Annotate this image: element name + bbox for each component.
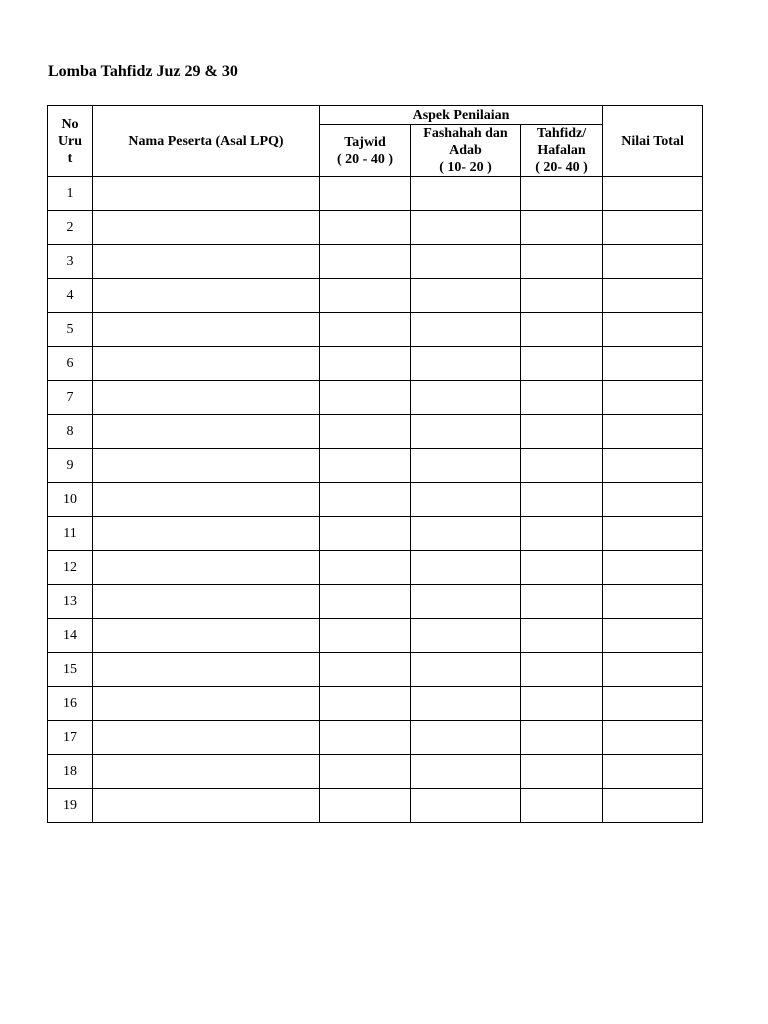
cell-no: 19	[48, 789, 93, 823]
header-tajwid: Tajwid ( 20 - 40 )	[320, 125, 411, 177]
cell-tahfidz[interactable]	[521, 279, 603, 313]
cell-nama-peserta[interactable]	[93, 687, 320, 721]
table-row	[48, 211, 703, 245]
cell-no: 7	[48, 381, 93, 415]
cell-tahfidz[interactable]	[521, 483, 603, 517]
cell-fashahah[interactable]	[411, 517, 521, 551]
header-aspek-penilaian: Aspek Penilaian	[320, 106, 603, 125]
cell-fashahah[interactable]	[411, 245, 521, 279]
cell-no: 2	[48, 211, 93, 245]
cell-nama-peserta[interactable]	[93, 313, 320, 347]
cell-tajwid[interactable]	[320, 721, 411, 755]
cell-fashahah[interactable]	[411, 177, 521, 211]
cell-fashahah[interactable]	[411, 551, 521, 585]
cell-no: 15	[48, 653, 93, 687]
page-title: Lomba Tahfidz Juz 29 & 30	[48, 63, 238, 80]
cell-no: 12	[48, 551, 93, 585]
cell-tahfidz[interactable]	[521, 313, 603, 347]
cell-tahfidz[interactable]	[521, 177, 603, 211]
cell-fashahah[interactable]	[411, 211, 521, 245]
cell-no: 3	[48, 245, 93, 279]
cell-nilai-total[interactable]	[603, 211, 703, 245]
cell-tajwid[interactable]	[320, 313, 411, 347]
cell-nilai-total[interactable]	[603, 551, 703, 585]
cell-fashahah[interactable]	[411, 279, 521, 313]
cell-nama-peserta[interactable]	[93, 483, 320, 517]
table-row	[48, 177, 703, 211]
cell-tajwid[interactable]	[320, 687, 411, 721]
cell-nilai-total[interactable]	[603, 619, 703, 653]
cell-nama-peserta[interactable]	[93, 551, 320, 585]
header-row-top	[48, 106, 703, 125]
cell-tahfidz[interactable]	[521, 347, 603, 381]
cell-no: 5	[48, 313, 93, 347]
cell-tahfidz[interactable]	[521, 381, 603, 415]
cell-tahfidz[interactable]	[521, 517, 603, 551]
cell-tajwid[interactable]	[320, 653, 411, 687]
table-row	[48, 789, 703, 823]
cell-no: 6	[48, 347, 93, 381]
cell-nama-peserta[interactable]	[93, 415, 320, 449]
cell-fashahah[interactable]	[411, 483, 521, 517]
cell-fashahah[interactable]	[411, 789, 521, 823]
header-fashahah: Fashahah dan Adab ( 10- 20 )	[411, 125, 521, 177]
header-nilai-total: Nilai Total	[603, 106, 703, 177]
cell-tajwid[interactable]	[320, 177, 411, 211]
cell-tahfidz[interactable]	[521, 245, 603, 279]
cell-nilai-total[interactable]	[603, 381, 703, 415]
table-row	[48, 313, 703, 347]
cell-fashahah[interactable]	[411, 313, 521, 347]
cell-fashahah[interactable]	[411, 721, 521, 755]
cell-tahfidz[interactable]	[521, 449, 603, 483]
cell-tahfidz[interactable]	[521, 653, 603, 687]
cell-fashahah[interactable]	[411, 347, 521, 381]
cell-nilai-total[interactable]	[603, 755, 703, 789]
cell-tajwid[interactable]	[320, 585, 411, 619]
cell-nama-peserta[interactable]	[93, 721, 320, 755]
cell-tajwid[interactable]	[320, 789, 411, 823]
cell-no: 14	[48, 619, 93, 653]
cell-nama-peserta[interactable]	[93, 211, 320, 245]
cell-tajwid[interactable]	[320, 619, 411, 653]
cell-tahfidz[interactable]	[521, 687, 603, 721]
header-tahfidz: Tahfidz/ Hafalan ( 20- 40 )	[521, 125, 603, 177]
table-row	[48, 551, 703, 585]
cell-tajwid[interactable]	[320, 755, 411, 789]
cell-tahfidz[interactable]	[521, 721, 603, 755]
cell-no: 4	[48, 279, 93, 313]
cell-tajwid[interactable]	[320, 449, 411, 483]
table-row	[48, 687, 703, 721]
cell-nilai-total[interactable]	[603, 347, 703, 381]
cell-no: 11	[48, 517, 93, 551]
cell-tajwid[interactable]	[320, 245, 411, 279]
table-row	[48, 245, 703, 279]
cell-nilai-total[interactable]	[603, 449, 703, 483]
cell-nama-peserta[interactable]	[93, 619, 320, 653]
cell-nilai-total[interactable]	[603, 687, 703, 721]
cell-no: 13	[48, 585, 93, 619]
header-no-urut: No Uru t	[48, 106, 93, 177]
cell-no: 16	[48, 687, 93, 721]
cell-nilai-total[interactable]	[603, 789, 703, 823]
cell-tahfidz[interactable]	[521, 619, 603, 653]
cell-no: 8	[48, 415, 93, 449]
cell-nama-peserta[interactable]	[93, 381, 320, 415]
table-row	[48, 517, 703, 551]
cell-tahfidz[interactable]	[521, 789, 603, 823]
cell-fashahah[interactable]	[411, 619, 521, 653]
cell-nama-peserta[interactable]	[93, 517, 320, 551]
cell-fashahah[interactable]	[411, 415, 521, 449]
cell-fashahah[interactable]	[411, 381, 521, 415]
cell-nilai-total[interactable]	[603, 517, 703, 551]
cell-nama-peserta[interactable]	[93, 789, 320, 823]
cell-tahfidz[interactable]	[521, 755, 603, 789]
cell-tahfidz[interactable]	[521, 415, 603, 449]
cell-tahfidz[interactable]	[521, 551, 603, 585]
table-row	[48, 415, 703, 449]
cell-nilai-total[interactable]	[603, 483, 703, 517]
cell-fashahah[interactable]	[411, 755, 521, 789]
cell-nilai-total[interactable]	[603, 415, 703, 449]
cell-tajwid[interactable]	[320, 381, 411, 415]
cell-tahfidz[interactable]	[521, 211, 603, 245]
cell-tajwid[interactable]	[320, 551, 411, 585]
cell-no: 18	[48, 755, 93, 789]
cell-nama-peserta[interactable]	[93, 177, 320, 211]
cell-nilai-total[interactable]	[603, 245, 703, 279]
cell-tajwid[interactable]	[320, 415, 411, 449]
cell-fashahah[interactable]	[411, 449, 521, 483]
table-row	[48, 449, 703, 483]
cell-nama-peserta[interactable]	[93, 653, 320, 687]
table-row	[48, 483, 703, 517]
cell-nilai-total[interactable]	[603, 585, 703, 619]
cell-tajwid[interactable]	[320, 347, 411, 381]
table-row	[48, 653, 703, 687]
table-row	[48, 347, 703, 381]
cell-no: 17	[48, 721, 93, 755]
table-body	[48, 177, 703, 823]
cell-no: 9	[48, 449, 93, 483]
cell-fashahah[interactable]	[411, 687, 521, 721]
cell-nama-peserta[interactable]	[93, 245, 320, 279]
cell-fashahah[interactable]	[411, 653, 521, 687]
table-row	[48, 585, 703, 619]
cell-nama-peserta[interactable]	[93, 755, 320, 789]
cell-tajwid[interactable]	[320, 483, 411, 517]
header-nama-peserta: Nama Peserta (Asal LPQ)	[93, 106, 320, 177]
table-row	[48, 381, 703, 415]
cell-tajwid[interactable]	[320, 211, 411, 245]
cell-nilai-total[interactable]	[603, 721, 703, 755]
cell-tajwid[interactable]	[320, 517, 411, 551]
table-row	[48, 721, 703, 755]
cell-nilai-total[interactable]	[603, 279, 703, 313]
cell-nama-peserta[interactable]	[93, 449, 320, 483]
score-table	[47, 105, 703, 823]
table-row	[48, 619, 703, 653]
cell-nilai-total[interactable]	[603, 177, 703, 211]
table-row	[48, 755, 703, 789]
cell-nama-peserta[interactable]	[93, 347, 320, 381]
cell-tahfidz[interactable]	[521, 585, 603, 619]
cell-tajwid[interactable]	[320, 279, 411, 313]
table-header	[48, 106, 703, 177]
cell-no: 1	[48, 177, 93, 211]
cell-no: 10	[48, 483, 93, 517]
cell-nama-peserta[interactable]	[93, 585, 320, 619]
cell-nilai-total[interactable]	[603, 653, 703, 687]
cell-nilai-total[interactable]	[603, 313, 703, 347]
cell-fashahah[interactable]	[411, 585, 521, 619]
table-row	[48, 279, 703, 313]
cell-nama-peserta[interactable]	[93, 279, 320, 313]
